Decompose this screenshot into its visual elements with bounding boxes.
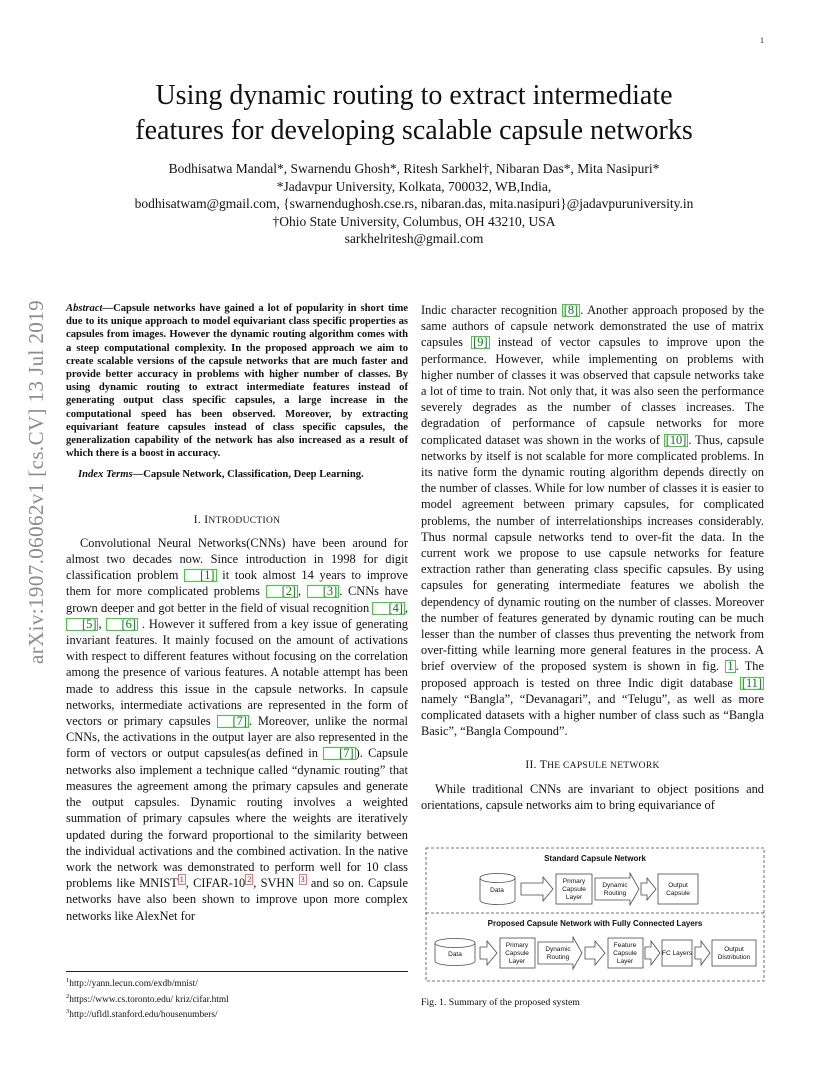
index-terms <box>66 468 408 481</box>
left-column <box>66 302 408 924</box>
right-column <box>421 302 764 813</box>
figure-title-proposed: Proposed Capsule Network with Fully Connected Layers <box>487 919 703 928</box>
citation-link[interactable]: [11] <box>741 675 762 690</box>
citation-link[interactable]: [4] <box>372 602 404 615</box>
svg-text:Layer: Layer <box>616 958 634 965</box>
arrow <box>641 878 656 900</box>
citation-link[interactable]: [7] <box>323 747 355 760</box>
figure-caption: Fig. 1. Summary of the proposed system <box>421 997 580 1008</box>
arrow <box>521 877 553 901</box>
figure-reference-link[interactable]: 1 <box>727 659 734 674</box>
svg-text:Capsule: Capsule <box>613 950 637 957</box>
routing-arrow <box>538 937 582 969</box>
footnote-url[interactable]: https://www.cs.toronto.edu/ kriz/cifar.html <box>69 994 229 1005</box>
output-distribution-box <box>712 940 756 966</box>
output-capsule-box <box>658 874 698 904</box>
svg-text:Data: Data <box>448 951 462 958</box>
citation-link[interactable]: [10] <box>665 432 687 447</box>
svg-text:Data: Data <box>490 887 504 894</box>
svg-text:Distribution: Distribution <box>717 954 751 961</box>
index-terms-text: —Capsule Network, Classification, Deep Learning. <box>132 469 364 481</box>
citation-link[interactable]: [7] <box>217 715 249 728</box>
section-heading-introduction: I. INTRODUCTION <box>193 513 281 526</box>
svg-text:Routing: Routing <box>603 890 627 897</box>
section-heading-capsule-network: II. THE CAPSULE NETWORK <box>525 759 660 772</box>
citation-link[interactable]: [8] <box>563 303 579 317</box>
paper-title <box>0 78 828 148</box>
citation-link[interactable]: [9] <box>473 335 488 350</box>
citation-link[interactable]: [1] <box>184 569 216 582</box>
index-terms-label: Index Terms <box>78 469 133 481</box>
svg-text:Layer: Layer <box>508 958 526 965</box>
citation-link[interactable]: [2] <box>266 585 298 598</box>
figure-1-diagram <box>425 845 765 985</box>
arrow <box>585 941 605 965</box>
arrow <box>480 941 497 965</box>
arxiv-identifier: arXiv:1907.06062v1 [cs.CV] 13 Jul 2019 <box>24 300 48 665</box>
svg-text:Dynamic: Dynamic <box>545 946 571 953</box>
svg-text:Primary: Primary <box>505 942 529 949</box>
introduction-paragraph: Convolutional Neural Networks(CNNs) have been around for almost two decades now. Since introduction in 1998 for digit classification problem [1] it took almost 14 years to improve them for more complicated problems [2] , [3] . CNNs have grown deeper and got better in the field of visual recognition [4] , [5] , [6] . However it suffered from a key issue of generating invariant features. It mainly focused on the amount of activations with respect to different features without focusing on the correlation among the presence of various features. A notable attempt has been made to address this issue in the capsule networks. In capsule networks, intermediate activations are represented in the form of vectors or primary capsules [7] . Moreover, unlike the normal CNNs, the activations in the output layer are also represented in the form of vectors or output capsules(as defined in [7] ). Capsule networks also implement a technique called “dynamic routing” that measures the agreement among the primary capsules and generate the output capsules. Dynamic routing involves a weighted summation of primary capsules where the weights are iteratively updated during the forward proportional to the similarity between the individual activations and the combined activation. In the native work the network was demonstrated to perform well for 10 class problems like MNIST $^1$ , CIFAR-10 $^2$ , SVHN $^3$ and so on. Capsule networks have also been shown to improve upon more complex networks like AlexNet for <box>66 535 409 923</box>
footnotes <box>66 971 408 1022</box>
arrow <box>695 941 710 965</box>
author-emails-jadavpur: bodhisatwam@gmail.com, {swarnendughosh.cse.rs, nibaran.das, mita.nasipuri}@jadavpuruniversity.in <box>134 196 694 212</box>
svg-text:FC Layers: FC Layers <box>662 950 692 957</box>
footnote-3: $^3$http://ufldl.stanford.edu/housenumbers/ <box>66 1008 218 1021</box>
author-block <box>0 160 828 248</box>
figure-title-standard: Standard Capsule Network <box>544 854 646 863</box>
svg-text:Capsule: Capsule <box>666 890 690 897</box>
citation-link[interactable]: [3] <box>307 585 339 598</box>
footnote-link[interactable]: 2 <box>247 874 252 884</box>
abstract <box>66 302 408 460</box>
title-line-1: Using dynamic routing to extract intermediate <box>155 80 673 111</box>
svg-text:Primary: Primary <box>562 878 586 885</box>
arrow <box>645 941 660 965</box>
svg-text:Feature: Feature <box>613 942 637 949</box>
footnote-2: $^2$https://www.cs.toronto.edu/ kriz/cifar.html <box>66 992 229 1005</box>
abstract-label: Abstract <box>66 303 103 314</box>
affiliation-jadavpur: *Jadavpur University, Kolkata, 700032, WB,India, <box>276 178 552 194</box>
svg-text:Capsule: Capsule <box>562 886 586 893</box>
footnote-link[interactable]: 1 <box>179 874 184 884</box>
author-names: Bodhisatwa Mandal*, Swarnendu Ghosh*, Ritesh Sarkhel†, Nibaran Das*, Mita Nasipuri* <box>168 161 660 176</box>
introduction-continued: Indic character recognition [8] . Another approach proposed by the same authors of capsule network demonstrated the use of matrix capsules [9] instead of vector capsules to improve upon the performance. However, while implementing on problems with higher number of classes it was observed that capsule networks take a lot of time to train. Not only that, it was also seen the performance severely degrades as the number of classes increases. The degradation of performance of capsule networks for more complicated dataset was shown in the works of [10] . Thus, capsule networks by itself is not scalable for more complicated problems. In its native form the dynamic routing algorithm depends directly on the number of classes. While for low number of classes it is easier to model agreement between primary capsules, for complicated problems, the number of interrelationships increases considerably. Thus normal capsule networks tend to over-fit the data. In the current work we propose to use capsule networks for feature extraction rather than generating class specific capsules. By using capsules for generating intermediate features we abolish the dependency of dynamic routing on the number of classes. Moreover the number of features generated by dynamic routing can be much lesser than the number of classes thus preventing the network from over-fitting while learning more general features in the process. A brief overview of the proposed system is shown in fig. 1 . The proposed approach is tested on three Indic digit database [11] namely “Bangla”, “Devanagari”, and “Telugu”, as well as more complicated datasets with a higher number of class such as “Bangla Basic”, “Bangla Compound”. <box>421 303 765 739</box>
citation-link[interactable]: [6] <box>106 618 138 631</box>
page-number: 1 <box>760 36 764 45</box>
citation-link[interactable]: [5] <box>66 618 98 631</box>
footnote-1: $^1$http://yann.lecun.com/exdb/mnist/ <box>66 977 198 990</box>
svg-text:Routing: Routing <box>546 954 570 961</box>
abstract-text: —Capsule networks have gained a lot of popularity in short time due to its unique approach to model equivariant class specific properties as capsules from images. However the dynamic routing algorithm comes with a steep computational complexity. In the proposed approach we aim to create scalable versions of the capsule networks that are much faster and provide better accuracy in problems with higher number of classes. By using dynamic routing to extract intermediate features instead of generating output class specific capsules, a large increase in the computational speed has been observed. Moreover, by extracting equivariant feature capsules instead of class specific capsules, the generalization capability of the network has also increased as a result of which there is a boost in accuracy. <box>66 303 408 460</box>
affiliation-ohio: †Ohio State University, Columbus, OH 43210, USA <box>272 213 556 229</box>
svg-text:Capsule: Capsule <box>505 950 529 957</box>
capsule-network-paragraph: While traditional CNNs are invariant to object positions and orientations, capsule networks aim to bring equivariance of <box>421 781 764 812</box>
author-email-ohio: sarkhelritesh@gmail.com <box>344 231 484 247</box>
svg-text:Layer: Layer <box>565 894 583 901</box>
svg-text:Output: Output <box>668 882 688 889</box>
svg-text:Dynamic: Dynamic <box>602 882 628 889</box>
footnote-url[interactable]: http://ufldl.stanford.edu/housenumbers/ <box>69 1010 218 1021</box>
svg-text:Output: Output <box>724 946 744 953</box>
routing-arrow <box>595 873 639 905</box>
title-line-2: features for developing scalable capsule networks <box>135 115 693 146</box>
footnote-link[interactable]: 3 <box>300 874 305 884</box>
footnote-url[interactable]: http://yann.lecun.com/exdb/mnist/ <box>69 979 198 990</box>
